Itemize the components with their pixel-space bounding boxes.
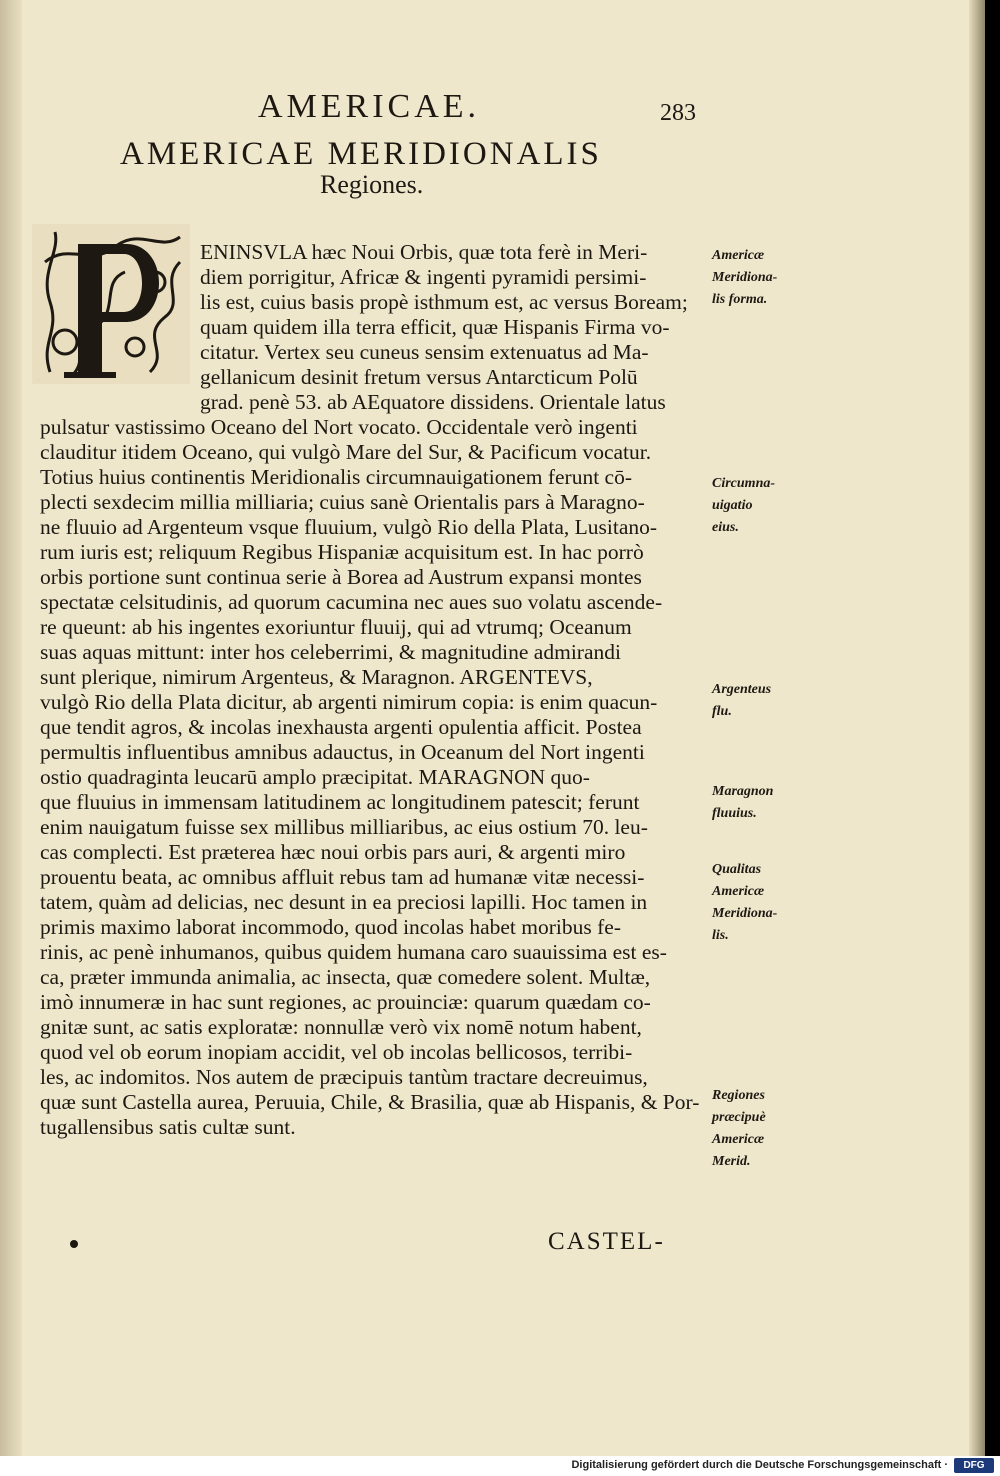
gutter-shadow xyxy=(0,0,22,1456)
margin-gloss: Argenteus xyxy=(712,682,772,697)
body-line: primis maximo laborat incommodo, quod incolas habet moribus fe- xyxy=(40,915,621,939)
dfg-logo: DFG xyxy=(954,1458,994,1473)
body-line: prouentu beata, ac omnibus affluit rebus tam ad humanæ vitæ necessi- xyxy=(40,865,645,889)
margin-gloss: Meridiona- xyxy=(712,270,778,285)
body-line: quod vel ob eorum inopiam accidit, vel ob incolas bellicosos, terribi- xyxy=(40,1040,633,1064)
body-line: imò innumeræ in hac sunt regiones, ac prouinciæ: quarum quædam co- xyxy=(40,990,651,1014)
catchword: CASTEL- xyxy=(548,1228,665,1255)
body-line: ostio quadraginta leucarū amplo præcipitat. MARAGNON quo- xyxy=(40,765,590,789)
body-line: cas complecti. Est præterea hæc noui orbis pars auri, & argenti miro xyxy=(40,840,626,864)
body-line: gnitæ sunt, ac satis exploratæ: nonnullæ verò vix nomē notum habent, xyxy=(40,1015,642,1039)
body-line: les, ac indomitos. Nos autem de præcipuis tantùm tractare decreuimus, xyxy=(40,1065,648,1089)
footer-bar xyxy=(0,1456,1000,1476)
margin-gloss: Circumna- xyxy=(712,476,776,491)
margin-gloss: Qualitas xyxy=(712,862,762,877)
margin-gloss: fluuius. xyxy=(712,806,757,821)
body-line: que fluuius in immensam latitudinem ac longitudinem patescit; ferunt xyxy=(40,790,640,814)
body-line: vulgò Rio della Plata dicitur, ab argenti nimirum copia: is enim quacun- xyxy=(40,690,658,714)
body-line: citatur. Vertex seu cuneus sensim extenuatus ad Ma- xyxy=(200,340,649,364)
body-line: lis est, cuius basis propè isthmum est, ac versus Boream; xyxy=(200,290,688,314)
body-line: ne fluuio ad Argenteum vsque fluuium, vulgò Rio della Plata, Lusitano- xyxy=(40,515,658,539)
margin-gloss: Regiones xyxy=(712,1088,765,1103)
margin-gloss: eius. xyxy=(712,520,739,535)
margin-gloss: lis forma. xyxy=(712,292,768,307)
margin-gloss: præcipuè xyxy=(712,1110,766,1125)
body-line: clauditur itidem Oceano, qui vulgò Mare del Sur, & Pacificum vocatur. xyxy=(40,440,652,464)
body-line: diem porrigitur, Africæ & ingenti pyramidi persimi- xyxy=(200,265,647,289)
page-number: 283 xyxy=(660,100,696,126)
body-line: que tendit agros, & incolas inexhausta argenti opulentia afficit. Postea xyxy=(40,715,642,739)
decorated-initial-icon xyxy=(30,222,192,386)
body-line: rum iuris est; reliquum Regibus Hispaniæ acquisitum est. In hac porrò xyxy=(40,540,644,564)
body-line: pulsatur vastissimo Oceano del Nort vocato. Occidentale verò ingenti xyxy=(40,415,638,439)
body-line: grad. penè 53. ab AEquatore dissidens. Orientale latus xyxy=(200,390,666,414)
body-line: orbis portione sunt continua serie à Borea ad Austrum expansi montes xyxy=(40,565,642,589)
margin-gloss: Americæ xyxy=(712,1132,765,1147)
body-line: ca, præter immunda animalia, ac insecta, quæ comedere solent. Multæ, xyxy=(40,965,651,989)
body-line: permultis influentibus amnibus adauctus, in Oceanum del Nort ingenti xyxy=(40,740,645,764)
body-line: gellanicum desinit fretum versus Antarcticum Polū xyxy=(200,365,638,389)
body-line: Totius huius continentis Meridionalis circumnauigationem ferunt cō- xyxy=(40,465,633,489)
body-line: enim nauigatum fuisse sex millibus milliaribus, ac eius ostium 70. leu- xyxy=(40,815,648,839)
page-edge xyxy=(969,0,985,1456)
body-line: tatem, quàm ad delicias, nec desunt in ea preciosi lapilli. Hoc tamen in xyxy=(40,890,648,914)
body-line: quam quidem illa terra efficit, quæ Hispanis Firma vo- xyxy=(200,315,670,339)
margin-gloss: Americæ xyxy=(712,248,765,263)
margin-gloss: uigatio xyxy=(712,498,753,513)
body-line: ENINSVLA hæc Noui Orbis, quæ tota ferè in Meri- xyxy=(200,240,648,264)
body-line: re queunt: ab his ingentes exoriuntur fluuij, qui ad vtrumq; Oceanum xyxy=(40,615,632,639)
body-line: spectatæ celsitudinis, ad quorum cacumina nec aues suo volatu ascende- xyxy=(40,590,663,614)
body-line: rinis, ac penè inhumanos, quibus quidem humana caro suauissima est es- xyxy=(40,940,667,964)
initial-letter: P xyxy=(38,380,39,381)
body-line: suas aquas mittunt: inter hos celeberrimi, & magnitudine admirandi xyxy=(40,640,621,664)
body-line: sunt plerique, nimirum Argenteus, & Maragnon. ARGENTEVS, xyxy=(40,665,593,689)
ink-dot xyxy=(70,1240,78,1248)
page-subtitle: Regiones. xyxy=(320,170,424,199)
margin-gloss: Merid. xyxy=(712,1154,751,1169)
running-head: AMERICAE. xyxy=(258,88,481,125)
margin-gloss: Americæ xyxy=(712,884,765,899)
body-line: quæ sunt Castella aurea, Peruuia, Chile, & Brasilia, quæ ab Hispanis, & Por- xyxy=(40,1090,700,1114)
body-line: plecti sexdecim millia milliaria; cuius sanè Orientalis pars à Maragno- xyxy=(40,490,645,514)
margin-gloss: Meridiona- xyxy=(712,906,778,921)
footer-credit: Digitalisierung gefördert durch die Deutsche Forschungsgemeinschaft · xyxy=(571,1459,948,1471)
page-title: AMERICAE MERIDIONALIS xyxy=(120,136,602,172)
margin-gloss: Maragnon xyxy=(712,784,774,799)
margin-gloss: flu. xyxy=(712,704,732,719)
body-line: tugallensibus satis cultæ sunt. xyxy=(40,1115,296,1139)
margin-gloss: lis. xyxy=(712,928,729,943)
